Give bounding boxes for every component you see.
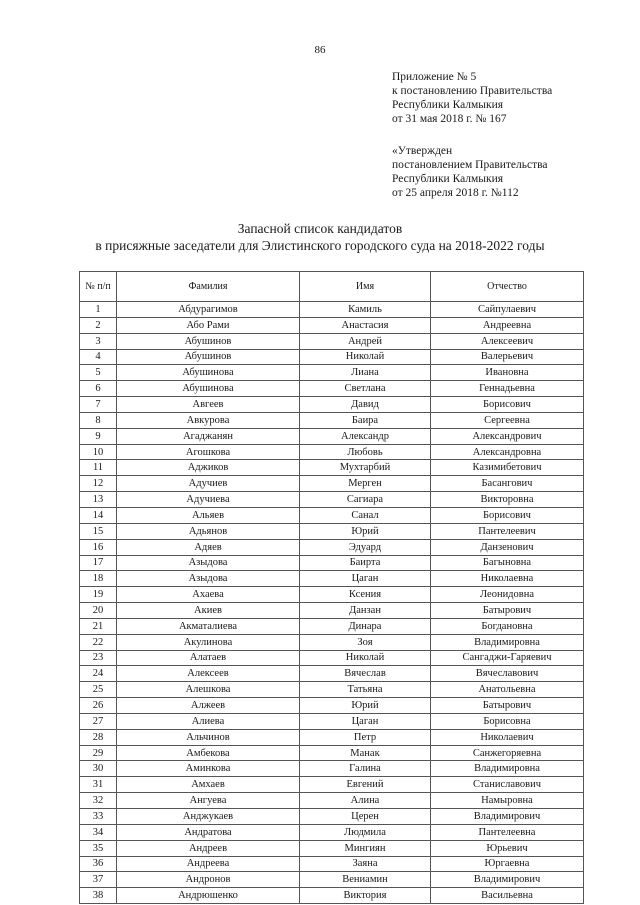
cell-num: 10 (80, 444, 117, 460)
table-row (80, 729, 584, 745)
cell-num: 12 (80, 476, 117, 492)
cell-num: 25 (80, 682, 117, 698)
cell-surname: Акулинова (117, 634, 300, 650)
cell-surname: Азыдова (117, 555, 300, 571)
cell-patronymic: Владимировна (431, 634, 584, 650)
table-row (80, 634, 584, 650)
cell-patronymic: Данзенович (431, 539, 584, 555)
cell-num: 15 (80, 523, 117, 539)
cell-surname: Аминкова (117, 761, 300, 777)
cell-patronymic: Алексеевич (431, 333, 584, 349)
cell-num: 20 (80, 603, 117, 619)
cell-num: 28 (80, 729, 117, 745)
cell-patronymic: Геннадьевна (431, 381, 584, 397)
cell-surname: Абушинова (117, 365, 300, 381)
table-row (80, 856, 584, 872)
cell-num: 4 (80, 349, 117, 365)
table-row (80, 302, 584, 318)
cell-num: 11 (80, 460, 117, 476)
table-row (80, 793, 584, 809)
cell-name: Манак (300, 745, 431, 761)
appendix-line: Республики Калмыкия (392, 99, 504, 111)
cell-patronymic: Юрьевич (431, 840, 584, 856)
cell-num: 2 (80, 317, 117, 333)
cell-num: 37 (80, 872, 117, 888)
table-row (80, 682, 584, 698)
table-row (80, 650, 584, 666)
cell-surname: Аджиков (117, 460, 300, 476)
cell-name: Цаган (300, 713, 431, 729)
cell-name: Николай (300, 349, 431, 365)
cell-patronymic: Санжегоряевна (431, 745, 584, 761)
appendix-block (392, 70, 552, 126)
table-row (80, 539, 584, 555)
cell-patronymic: Вячеславович (431, 666, 584, 682)
candidates-table (79, 271, 584, 904)
cell-num: 34 (80, 824, 117, 840)
document-title (0, 220, 640, 254)
cell-patronymic: Багыновна (431, 555, 584, 571)
cell-surname: Анджукаев (117, 809, 300, 825)
table-row (80, 587, 584, 603)
cell-surname: Або Рами (117, 317, 300, 333)
table-row (80, 713, 584, 729)
cell-patronymic: Намыровна (431, 793, 584, 809)
cell-name: Мингиян (300, 840, 431, 856)
table-row (80, 555, 584, 571)
cell-num: 27 (80, 713, 117, 729)
page-number: 86 (314, 44, 326, 56)
cell-name: Людмила (300, 824, 431, 840)
cell-num: 36 (80, 856, 117, 872)
cell-name: Светлана (300, 381, 431, 397)
cell-name: Эдуард (300, 539, 431, 555)
cell-name: Петр (300, 729, 431, 745)
cell-num: 7 (80, 397, 117, 413)
appendix-line: Приложение № 5 (392, 71, 477, 83)
cell-surname: Ангуева (117, 793, 300, 809)
cell-name: Мухтарбий (300, 460, 431, 476)
cell-patronymic: Пантелеевна (431, 824, 584, 840)
cell-name: Виктория (300, 888, 431, 904)
header-name: Имя (300, 272, 431, 302)
cell-num: 6 (80, 381, 117, 397)
cell-name: Церен (300, 809, 431, 825)
table-row (80, 444, 584, 460)
cell-name: Любовь (300, 444, 431, 460)
cell-patronymic: Басангович (431, 476, 584, 492)
cell-surname: Адьянов (117, 523, 300, 539)
cell-num: 13 (80, 492, 117, 508)
cell-patronymic: Батырович (431, 698, 584, 714)
cell-name: Юрий (300, 523, 431, 539)
cell-surname: Авгеев (117, 397, 300, 413)
cell-surname: Амбекова (117, 745, 300, 761)
table-row (80, 397, 584, 413)
cell-patronymic: Андреевна (431, 317, 584, 333)
cell-surname: Адучиева (117, 492, 300, 508)
cell-patronymic: Викторовна (431, 492, 584, 508)
cell-surname: Адяев (117, 539, 300, 555)
table-row (80, 745, 584, 761)
cell-num: 38 (80, 888, 117, 904)
cell-num: 8 (80, 412, 117, 428)
cell-surname: Андреева (117, 856, 300, 872)
cell-surname: Абушинов (117, 333, 300, 349)
cell-patronymic: Борисовна (431, 713, 584, 729)
cell-patronymic: Николаевна (431, 571, 584, 587)
table-row (80, 317, 584, 333)
cell-patronymic: Леонидовна (431, 587, 584, 603)
cell-surname: Амхаев (117, 777, 300, 793)
cell-patronymic: Александрович (431, 428, 584, 444)
cell-num: 33 (80, 809, 117, 825)
table-row (80, 476, 584, 492)
cell-name: Баирта (300, 555, 431, 571)
table-row (80, 523, 584, 539)
cell-num: 29 (80, 745, 117, 761)
cell-name: Зоя (300, 634, 431, 650)
cell-patronymic: Казимибетович (431, 460, 584, 476)
cell-num: 5 (80, 365, 117, 381)
cell-name: Вячеслав (300, 666, 431, 682)
cell-num: 23 (80, 650, 117, 666)
cell-surname: Акиев (117, 603, 300, 619)
cell-patronymic: Николаевич (431, 729, 584, 745)
approval-block (392, 144, 548, 200)
table-row (80, 888, 584, 904)
cell-name: Баира (300, 412, 431, 428)
table-row (80, 365, 584, 381)
cell-name: Андрей (300, 333, 431, 349)
cell-name: Юрий (300, 698, 431, 714)
header-num: № п/п (80, 272, 117, 302)
cell-name: Николай (300, 650, 431, 666)
cell-patronymic: Станиславович (431, 777, 584, 793)
cell-patronymic: Владимирович (431, 809, 584, 825)
cell-num: 35 (80, 840, 117, 856)
cell-patronymic: Юргаевна (431, 856, 584, 872)
cell-surname: Андронов (117, 872, 300, 888)
cell-name: Алина (300, 793, 431, 809)
cell-name: Вениамин (300, 872, 431, 888)
cell-patronymic: Борисович (431, 507, 584, 523)
cell-num: 19 (80, 587, 117, 603)
cell-name: Динара (300, 618, 431, 634)
cell-name: Данзан (300, 603, 431, 619)
table-row (80, 349, 584, 365)
cell-name: Евгений (300, 777, 431, 793)
table-row (80, 492, 584, 508)
cell-surname: Андрюшенко (117, 888, 300, 904)
cell-name: Заяна (300, 856, 431, 872)
cell-num: 17 (80, 555, 117, 571)
cell-patronymic: Борисович (431, 397, 584, 413)
cell-num: 3 (80, 333, 117, 349)
cell-surname: Абушинова (117, 381, 300, 397)
title-line-2: в присяжные заседатели для Элистинского городского суда на 2018-2022 годы (95, 238, 545, 253)
cell-num: 22 (80, 634, 117, 650)
cell-surname: Алатаев (117, 650, 300, 666)
cell-patronymic: Сайпулаевич (431, 302, 584, 318)
table-header-row (80, 272, 584, 302)
title-line-1: Запасной список кандидатов (237, 221, 403, 236)
cell-num: 30 (80, 761, 117, 777)
cell-num: 31 (80, 777, 117, 793)
cell-patronymic: Владимировна (431, 761, 584, 777)
cell-surname: Агошкова (117, 444, 300, 460)
cell-surname: Авкурова (117, 412, 300, 428)
table-row (80, 428, 584, 444)
table-row (80, 824, 584, 840)
cell-name: Лиана (300, 365, 431, 381)
cell-patronymic: Богдановна (431, 618, 584, 634)
cell-surname: Алиева (117, 713, 300, 729)
cell-num: 24 (80, 666, 117, 682)
cell-name: Галина (300, 761, 431, 777)
table-row (80, 571, 584, 587)
cell-num: 18 (80, 571, 117, 587)
approval-line: «Утвержден (392, 145, 453, 157)
cell-name: Санал (300, 507, 431, 523)
cell-surname: Алжеев (117, 698, 300, 714)
cell-patronymic: Батырович (431, 603, 584, 619)
cell-surname: Абушинов (117, 349, 300, 365)
table-body (80, 302, 584, 904)
table-row (80, 840, 584, 856)
cell-surname: Агаджанян (117, 428, 300, 444)
table-row (80, 872, 584, 888)
approval-line: постановлением Правительства (392, 159, 548, 171)
cell-num: 21 (80, 618, 117, 634)
appendix-line: от 31 мая 2018 г. № 167 (392, 113, 507, 125)
table-row (80, 381, 584, 397)
cell-surname: Ахаева (117, 587, 300, 603)
cell-patronymic: Сангаджи-Гаряевич (431, 650, 584, 666)
cell-patronymic: Сергеевна (431, 412, 584, 428)
cell-name: Татьяна (300, 682, 431, 698)
cell-patronymic: Пантелеевич (431, 523, 584, 539)
cell-name: Цаган (300, 571, 431, 587)
cell-surname: Альчинов (117, 729, 300, 745)
cell-surname: Альяев (117, 507, 300, 523)
cell-name: Сагиара (300, 492, 431, 508)
header-surname: Фамилия (117, 272, 300, 302)
appendix-line: к постановлению Правительства (392, 85, 553, 97)
cell-surname: Адучиев (117, 476, 300, 492)
cell-surname: Андреев (117, 840, 300, 856)
cell-surname: Акматалиева (117, 618, 300, 634)
cell-patronymic: Валерьевич (431, 349, 584, 365)
table-row (80, 809, 584, 825)
cell-name: Мерген (300, 476, 431, 492)
cell-patronymic: Васильевна (431, 888, 584, 904)
approval-line: Республики Калмыкия (392, 173, 504, 185)
cell-name: Давид (300, 397, 431, 413)
cell-patronymic: Анатольевна (431, 682, 584, 698)
table-row (80, 333, 584, 349)
cell-surname: Алексеев (117, 666, 300, 682)
cell-num: 9 (80, 428, 117, 444)
cell-surname: Азыдова (117, 571, 300, 587)
table-row (80, 761, 584, 777)
table-row (80, 460, 584, 476)
header-patronymic: Отчество (431, 272, 584, 302)
cell-patronymic: Ивановна (431, 365, 584, 381)
table-row (80, 507, 584, 523)
table-row (80, 603, 584, 619)
table-row (80, 698, 584, 714)
cell-num: 26 (80, 698, 117, 714)
table-row (80, 666, 584, 682)
cell-num: 1 (80, 302, 117, 318)
cell-num: 32 (80, 793, 117, 809)
cell-surname: Андратова (117, 824, 300, 840)
cell-surname: Абдурагимов (117, 302, 300, 318)
cell-num: 14 (80, 507, 117, 523)
table-row (80, 412, 584, 428)
approval-line: от 25 апреля 2018 г. №112 (392, 187, 519, 199)
cell-name: Камиль (300, 302, 431, 318)
table-row (80, 618, 584, 634)
cell-name: Анастасия (300, 317, 431, 333)
cell-patronymic: Александровна (431, 444, 584, 460)
cell-patronymic: Владимирович (431, 872, 584, 888)
cell-name: Александр (300, 428, 431, 444)
cell-surname: Алешкова (117, 682, 300, 698)
cell-num: 16 (80, 539, 117, 555)
table-row (80, 777, 584, 793)
cell-name: Ксения (300, 587, 431, 603)
